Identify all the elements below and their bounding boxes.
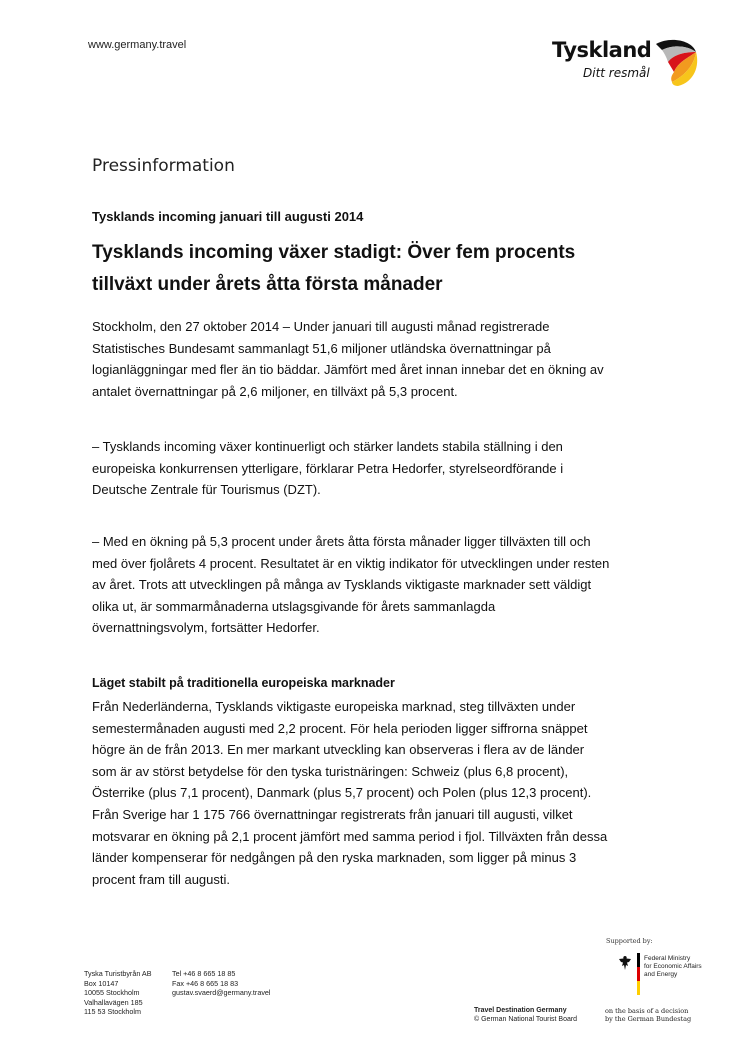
text-line: Österrike (plus 7,1 procent), Danmark (plus 5,7 procent) och Polen (plus 12,3 procent).: [92, 785, 592, 801]
text-line: europeiska konkurrensen ytterligare, förklarar Petra Hedorfer, styrelseordförande i: [92, 460, 564, 476]
phone-line: Tel +46 8 665 18 85: [172, 969, 236, 978]
footer-address: [84, 969, 152, 1017]
text-line: av året. Trots att utvecklingen på många av Tysklands viktigaste marknader sett väldigt: [92, 577, 592, 593]
text-line: Från Sverige har 1 175 766 övernattningar registrerats från januari till augusti, vilket: [92, 806, 573, 822]
headline-line: tillväxt under årets åtta första månader: [92, 274, 443, 295]
tyskland-logo: [552, 36, 702, 98]
footer-contact: [172, 969, 271, 998]
tdg-credit: [474, 1007, 577, 1024]
tdg-subtitle: © German National Tourist Board: [474, 1015, 578, 1023]
text-line: Stockholm, den 27 oktober 2014 – Under januari till augusti månad registrerade: [92, 319, 550, 334]
address-line: 115 53 Stockholm: [84, 1007, 142, 1017]
supported-by-label: Supported by:: [606, 937, 653, 945]
paragraph-markets: [92, 696, 652, 890]
section-label: Pressinformation: [92, 156, 235, 176]
swoosh-logo-icon: [648, 36, 700, 88]
fax-line: Fax +46 8 665 18 83: [172, 978, 239, 988]
german-flag-bar-icon: [637, 953, 640, 995]
text-line: olika ut, är sommarmånaderna utslagsgivande för årets sammanlagda: [92, 598, 496, 614]
text-line: antalet övernattningar på 2,6 miljoner, en tillväxt på 5,3 procent.: [92, 383, 458, 399]
text-line: semestermånaden augusti med 2,2 procent. För hela perioden ligger siffrorna snäppet: [92, 720, 588, 736]
bundestag-line: by the German Bundestag: [605, 1015, 692, 1023]
section-subheading: Läget stabilt på traditionella europeiska marknader: [92, 676, 395, 690]
logo-name: Tyskland: [552, 38, 652, 62]
address-line: Valhallavägen 185: [84, 997, 143, 1007]
logo-tagline: Ditt resmål: [583, 66, 650, 80]
text-line: – Tysklands incoming växer kontinuerligt och stärker landets stabila ställning i den: [92, 439, 563, 454]
email-link[interactable]: gustav.svaerd@germany.travel: [172, 988, 271, 998]
text-line: med över fjolårets 4 procent. Resultatet är en viktig indikator för utvecklingen under resten: [92, 555, 610, 571]
text-line: procent fram till augusti.: [92, 871, 231, 887]
tdg-name: Travel Destination Germany: [474, 1007, 567, 1014]
ministry-line: Federal Ministry: [644, 955, 691, 962]
paragraph-quote-1: [92, 436, 652, 501]
text-line: som är av störst betydelse för den tyska turistnäringen: Schweiz (plus 6,8 procent),: [92, 763, 569, 779]
paragraph-intro: [92, 316, 652, 402]
headline-line: Tysklands incoming växer stadigt: Över fem procents: [92, 242, 576, 263]
text-line: Från Nederländerna, Tysklands viktigaste europeiska marknad, steg tillväxten under: [92, 699, 576, 714]
text-line: motsvarar en ökning på 2,1 procent jämfört med samma period i fjol. Tillväxten från dessa: [92, 828, 608, 844]
text-line: Deutsche Zentrale für Tourismus (DZT).: [92, 482, 321, 498]
press-overline: Tysklands incoming januari till augusti 2014: [92, 209, 364, 224]
ministry-line: and Energy: [644, 971, 678, 978]
bundestag-note: [605, 1007, 691, 1023]
text-line: logianläggningar med fler än tio bäddar. Jämfört med året innan innebar det en ökning av: [92, 362, 604, 378]
press-headline: [92, 237, 652, 301]
ministry-name: [644, 955, 702, 979]
text-line: – Med en ökning på 5,3 procent under årets åtta första månader ligger tillväxten till och: [92, 534, 591, 549]
text-line: högre än de från 2013. En mer markant utveckling kan observeras i flera av de länder: [92, 742, 585, 758]
text-line: länder kompenserar för nedgången på den ryska marknaden, som ligger på minus 3: [92, 850, 577, 866]
paragraph-quote-2: [92, 531, 652, 639]
address-line: Box 10147: [84, 978, 119, 988]
text-line: övernattningsvolym, fortsätter Hedorfer.: [92, 620, 320, 636]
bundestag-line: on the basis of a decision: [605, 1007, 689, 1015]
text-line: Statistisches Bundesamt sammanlagt 51,6 miljoner utländska övernattningar på: [92, 340, 551, 356]
ministry-line: for Economic Affairs: [644, 963, 702, 970]
address-line: Tyska Turistbyrån AB: [84, 969, 152, 978]
federal-eagle-icon: [618, 955, 632, 971]
address-line: 10055 Stockholm: [84, 988, 140, 998]
website-url: www.germany.travel: [88, 39, 187, 51]
